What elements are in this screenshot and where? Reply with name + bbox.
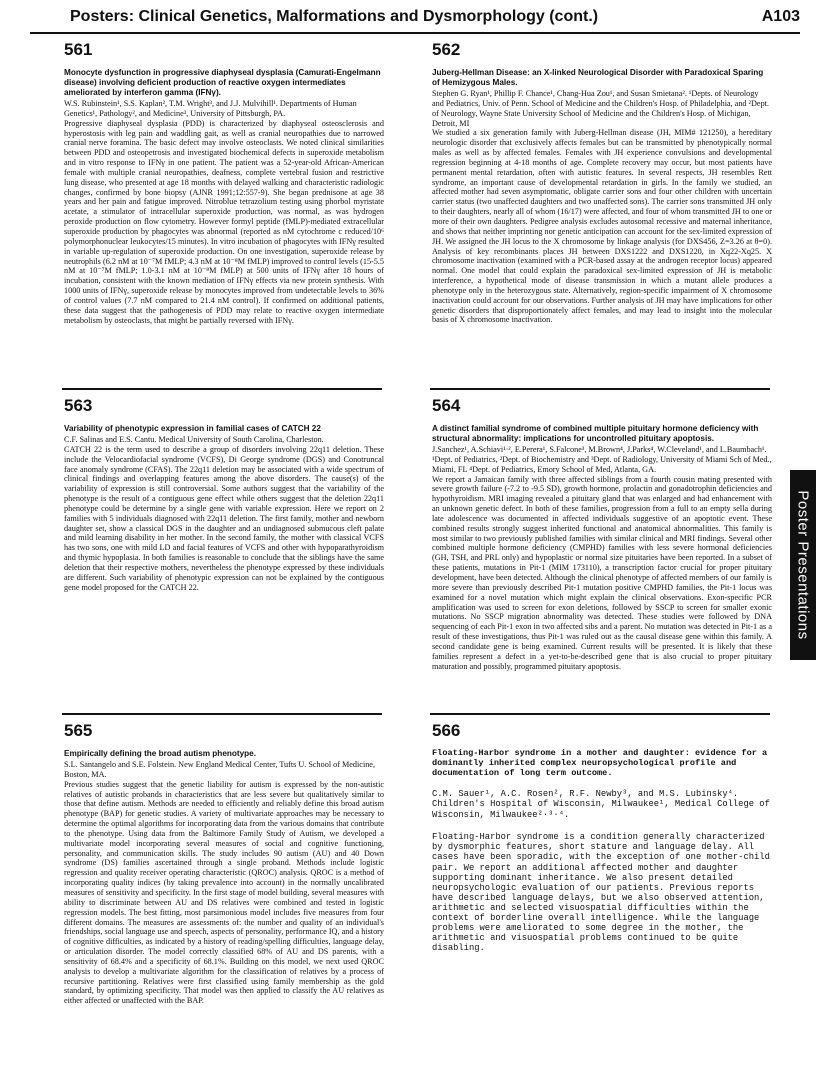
abstract-title: Variability of phenotypic expression in familial cases of CATCH 22 [64, 424, 321, 433]
abstract-number: 563 [64, 396, 93, 415]
abstract-authors: S.L. Santangelo and S.E. Folstein. New England Medical Center, Tufts U. School of Medicine, Boston, MA. [64, 760, 375, 779]
header-title: Posters: Clinical Genetics, Malformations and Dysmorphology (cont.) [70, 8, 599, 25]
side-tab-label: Poster Presentations [794, 490, 812, 640]
divider-left-1 [62, 388, 382, 390]
page-number: A103 [761, 8, 800, 25]
abstract-body: We studied a six generation family with Juberg-Hellman disease (JH, MIM# 121250), a hereditary neurologic disorder that exclusively affects females but can be transmitted by phenotypically normal males as well as by affected females. Females with JH experience convulsions and developmental regression beginning at 4-18 months of age. Complete recovery may occur, but most patients have permanent mental retardation, often with autistic features. In several respects, JH resembles Rett syndrome, an important cause of developmental retardation in girls. In the family we studied, an affected mother had seven asymptomatic, obligate carrier sons and four other children with uncertain carrier status (two unaffected daughters and two unaffected sons). The carrier sons transmitted JH only to their daughters, nearly all of whom (16/17) were affected, and four of whom transmitted JH to one or more of their own daughters. Pedigree analysis excludes autosomal recessive and maternal inheritance, and shows that neither imprinting nor genetic anticipation can account for the sex-limited expression of JH. We assigned the JH locus to the X chromosome by linkage analysis (for DXS456, Z=3.26 at θ=0). Analysis of key recombinants places JH between DXS1222 and DXS1220, in Xq22-Xq25. X chromosome inactivation (examined with a PCR-based assay at the androgen receptor locus) appeared normal. One model that could explain the paradoxical sex-limited expression of JH is metabolic interference, a hypothetical mode of disease transmission in which a mutant allele produces a phenotype only in the heterozygous state. Alternatively, region-specific impairment of X chromosome inactivation could account for our observations. Further analysis of JH may have implications for other genetic disorders that disproportionately affect females, and may lead to insight into the molecular basis of X chromosome inactivation. [432, 128, 772, 325]
divider-right-2 [430, 713, 770, 715]
abstract-authors: J.Sanchez¹, A.Schiavi¹·², E.Perera¹, S.Falcone³, M.Brown⁴, J.Parks⁴, W.Cleveland¹, and L.Baumbach¹. ¹Dept. of Pediatrics, ²Dept. of Biochemistry and ³Dept. of Radiology, University of Miami Sch of Med., Miami, FL ⁴Dept. of Pediatrics, Emory School of Med, Atlanta, GA. [432, 445, 772, 474]
abstract-number: 565 [64, 721, 93, 740]
abstract-561 [64, 40, 384, 380]
page-header [30, 6, 800, 34]
abstract-authors: W.S. Rubinstein¹, S.S. Kaplan², T.M. Wright³, and J.J. Mulvihill¹. Departments of Human Genetics¹, Pathology², and Medicine³, University of Pittsburgh, PA. [64, 99, 357, 118]
abstract-number: 564 [432, 396, 461, 415]
abstract-number: 566 [432, 721, 461, 740]
abstract-566 [432, 721, 772, 1073]
abstract-title: Empirically defining the broad autism phenotype. [64, 749, 256, 758]
abstract-565 [64, 721, 384, 1073]
abstract-body: Floating-Harbor syndrome is a condition generally characterized by dysmorphic features, short stature and language delay. All cases have been sporadic, with the exception of one mother-child pair. We report an additional affected mother and daughter supporting dominant inheritance. We also present detailed neuropsychologic evaluation of our patients. Previous reports have described language delays, but we also observed attention, arithmetic and selected visuospatial difficulties within the context of borderline overall intelligence. While the language problems were ameliorated to some degree in the mother, the arithmetic and visuospatial problems continued to be quite disabling. [432, 832, 770, 954]
side-tab [790, 470, 816, 660]
abstract-body: We report a Jamaican family with three affected siblings from a fourth cousin mating presented with severe growth failure (-7.2 to -9.5 SD), growth hormone, prolactin and gonadotrophin deficiencies and hypothyroidism. MRI imaging revealed a pituitary gland that was enlarged and had enhancement with an unknown genetic defect. In both of these families, progression from a full to an empty sella during late adolescence was documented in affected individuals suggestive of an apoptotic event. These combined results strongly suggest inherited functional and anatomical abnormalities. This family is most similar to two previously published families with similar clinical and MRI findings. Several other combined multiple hormone deficiency (CMPHD) families with less severe hormonal deficiencies (GH, TSH, and PRL only) and hypoplastic or normal size pituitaries have been reported. In a subset of these patients, mutations in Pit-1 (MIM 173110), a transcription factor crucial for proper pituitary development, have been detected. Although the clinical phenotype of affected members of our family is more severe than previously described Pit-1 mutation positive CMPHD families, the Pit-1 locus was examined for a novel mutation which might explain the clinical observations. Exon-specific PCR amplification was used to screen for exon deletions, followed by SSCP to screen for smaller exonic mutations. No SSCP migration abnormality was detected. These studies were followed by DNA sequencing of each Pit-1 exon in two affected sibs and a parent. No mutation was detected in Pit-1 as a result of these investigations, thus Pit-1 was ruled out as the causal disease gene within this family. A second candidate gene is being examined. Current results will be presented. It is likely that these families represent a defect in a yet-to-be-described gene that is also crucial to proper pituitary maturation and possibly, programmed pituitary apoptosis. [432, 474, 772, 671]
abstract-title: Monocyte dysfunction in progressive diaphyseal dysplasia (Camurati-Engelmann disease) involving deficient production of reactive oxygen intermediates ameliorated by interferon gamma (IFNγ). [64, 68, 381, 97]
abstract-authors: C.M. Sauer¹, A.C. Rosen², R.F. Newby³, and M.S. Lubinsky⁴. Children's Hospital of Wisconsin, Milwaukee¹, Medical College of Wisconsin, Milwaukee²·³·⁴. [432, 788, 770, 820]
abstract-562 [432, 40, 772, 380]
divider-right-1 [430, 388, 770, 390]
abstract-564 [432, 396, 772, 706]
divider-left-2 [62, 713, 382, 715]
abstract-body: Previous studies suggest that the genetic liability for autism is expressed by the non-autistic relatives of autistic probands in characteristics that are less severe but qualitatively similar to those that define autism. Methods are needed to efficiently and reliably define this broad autism phenotype (BAP) for genetic studies. A variety of multivariate approaches may be necessary to determine the optimal algorithms for incorporating data from the various domains that contribute to the phenotype. Using data from the Baltimore Family Study of Autism, we developed a multivariate model incorporating several measures of social and cognitive functioning, personality, and communication skills. The study includes 90 autism (AU) and 40 Down syndrome (DS) families ascertained through a single proband. Methods include logistic regression and quality receiver operating characteristic (QROC) analysis. QROC is a method of incorporating quality indices (by taking prevalence into account) in the normally uncalibrated measures of sensitivity and specificity. In the first stage of model building, several measures with ability to discriminate between AU and DS relatives were combined and tested in logistic regression models. The best fitting, most parsimonious model includes five measures from four different domains. The measures are assessments of: the number and quality of an individual's friendships, social language use and speech, aspects of personality, performance IQ, and a history of cognitive difficulties, as indicated by a history of reading/spelling difficulties, language delay, or articulation disorder. The model correctly classified 68% of AU and DS parents, with a sensitivity of 68.4% and a specificity of 68.1%. Building on this model, we next used QROC analysis to develop a multivariate algorithm for the classification of relatives by a process of recursive partitioning. Relatives were first classified using family membership as the gold standard, by optimizing specificity. That model was then applied to classify the AU relatives as either affected or unaffected with the BAP. [64, 779, 384, 1006]
abstract-title: A distinct familial syndrome of combined multiple pituitary hormone deficiency with structural abnormality: implications for uncontrolled pituitary apoptosis. [432, 424, 759, 443]
abstract-563 [64, 396, 384, 706]
abstract-number: 561 [64, 40, 93, 59]
abstract-authors: C.F. Salinas and E.S. Cantu. Medical University of South Carolina, Charleston. [64, 435, 324, 444]
abstract-body: CATCH 22 is the term used to describe a group of disorders involving 22q11 deletion. These include the Velocardiofacial syndrome (VCFS), Di George syndrome (DGS) and Conotruncal face anomaly syndrome (CFAS). The 22q11 deletion may be associated with a wide spectrum of clinical findings and overlapping features among the above disorders. The cause(s) of the variability of expression is still controversial. Some authors suggest that the variability of the phenotype is the result of a contiguous gene effect while others suggest that the deletion 22q11 phenotype could be determine by a single gene with variable expression. Here we report on 2 families with 5 individuals diagnosed with 22q11 deletion. The first family, mother and newborn daughter set, show a classical DGS in the daughter and an undiagnosed submucous cleft palate and mild learning disability in her mother. In the second family, the mother with classical VCFS has two sons, one with mild LD and facial features of VCFS and other with hypoparathyroidism and thymic hypoplasia. In both families is reasonable to conclude that the siblings have the same deletion that their respective mothers, nevertheless the phenotype expressed by these individuals are different. Such variability of phenotypic expression can not be explained by the contiguous gene model proposed for the CATCH 22. [64, 444, 384, 592]
abstract-body: Progressive diaphyseal dysplasia (PDD) is characterized by diaphyseal osteosclerosis and hyperostosis with leg pain and waddling gait, as well as cranial neuropathies due to narrowed cranial nerve foramina. The basic defect may involve osteoclasts. We noted clinical similarities between PDD and osteopetrosis and investigated biochemical defects in superoxide metabolism and in vitro response to IFNγ in one patient. The patient was a 52-year-old African-American female with multiple cranial neuropathies, deafness, complete vertebral fusion and restrictive lung disease, who presented at age 18 months with delayed walking and characteristic radiologic changes, confirmed by bone biopsy (AJNR 1991;12:557-9). She began prednisone at age 38 years and her pain and fatigue improved. Nitroblue tetrazolium testing using phorbol myristate acetate, a stimulator of intracellular superoxide production, was normal, as was hydrogen peroxide production on flow cytometry. However formyl peptide (fMLP)-mediated extracellular superoxide production by phagocytes was abnormal (reported as nM cytochrome c reduced/10⁶ polymorphonuclear leukocytes/15 minutes). In vitro incubation of phagocytes with IFNγ resulted in variable up-regulation of superoxide production. On one investigation, superoxide release by neutrophils (6.2 nM at 10⁻⁷M fMLP; 4.3 nM at 10⁻⁸M fMLP) improved to control levels (15-5.5 nM at 10⁻⁷M fMLP; 1.0-3.1 nM at 10⁻⁸M fMLP) at 500 units of IFNγ after 18 hours of incubation, consistent with the known mediation of IFNγ effects via new protein synthesis. With 1000 units of IFNγ, superoxide release by monocytes improved from undetectable levels to 36% of control values (7.7 nM compared to 21.4 nM control). If confirmed on additional patients, these data suggest that the pathogenesis of PDD may relate to reactive oxygen intermediate metabolism by osteoclasts, that might be partially reversed with IFNγ. [64, 118, 384, 325]
abstract-number: 562 [432, 40, 461, 59]
abstract-authors: Stephen G. Ryan¹, Phillip F. Chance¹, Chang-Hua Zou¹, and Susan Smietana². ¹Depts. of Neurology and Pediatrics, Univ. of Penn. School of Medicine and the Children's Hosp. of Philadelphia, and ²Dept. of Neurology, Wayne State University School of Medicine and the Children's Hosp. of Michigan, Detroit, MI [432, 89, 769, 128]
abstract-title: Floating-Harbor syndrome in a mother and daughter: evidence for a dominantly inherited complex neuropsychological profile and documentation of long term outcome. [432, 748, 768, 778]
abstract-title: Juberg-Hellman Disease: an X-linked Neurological Disorder with Paradoxical Sparing of Hemizygous Males. [432, 68, 764, 87]
